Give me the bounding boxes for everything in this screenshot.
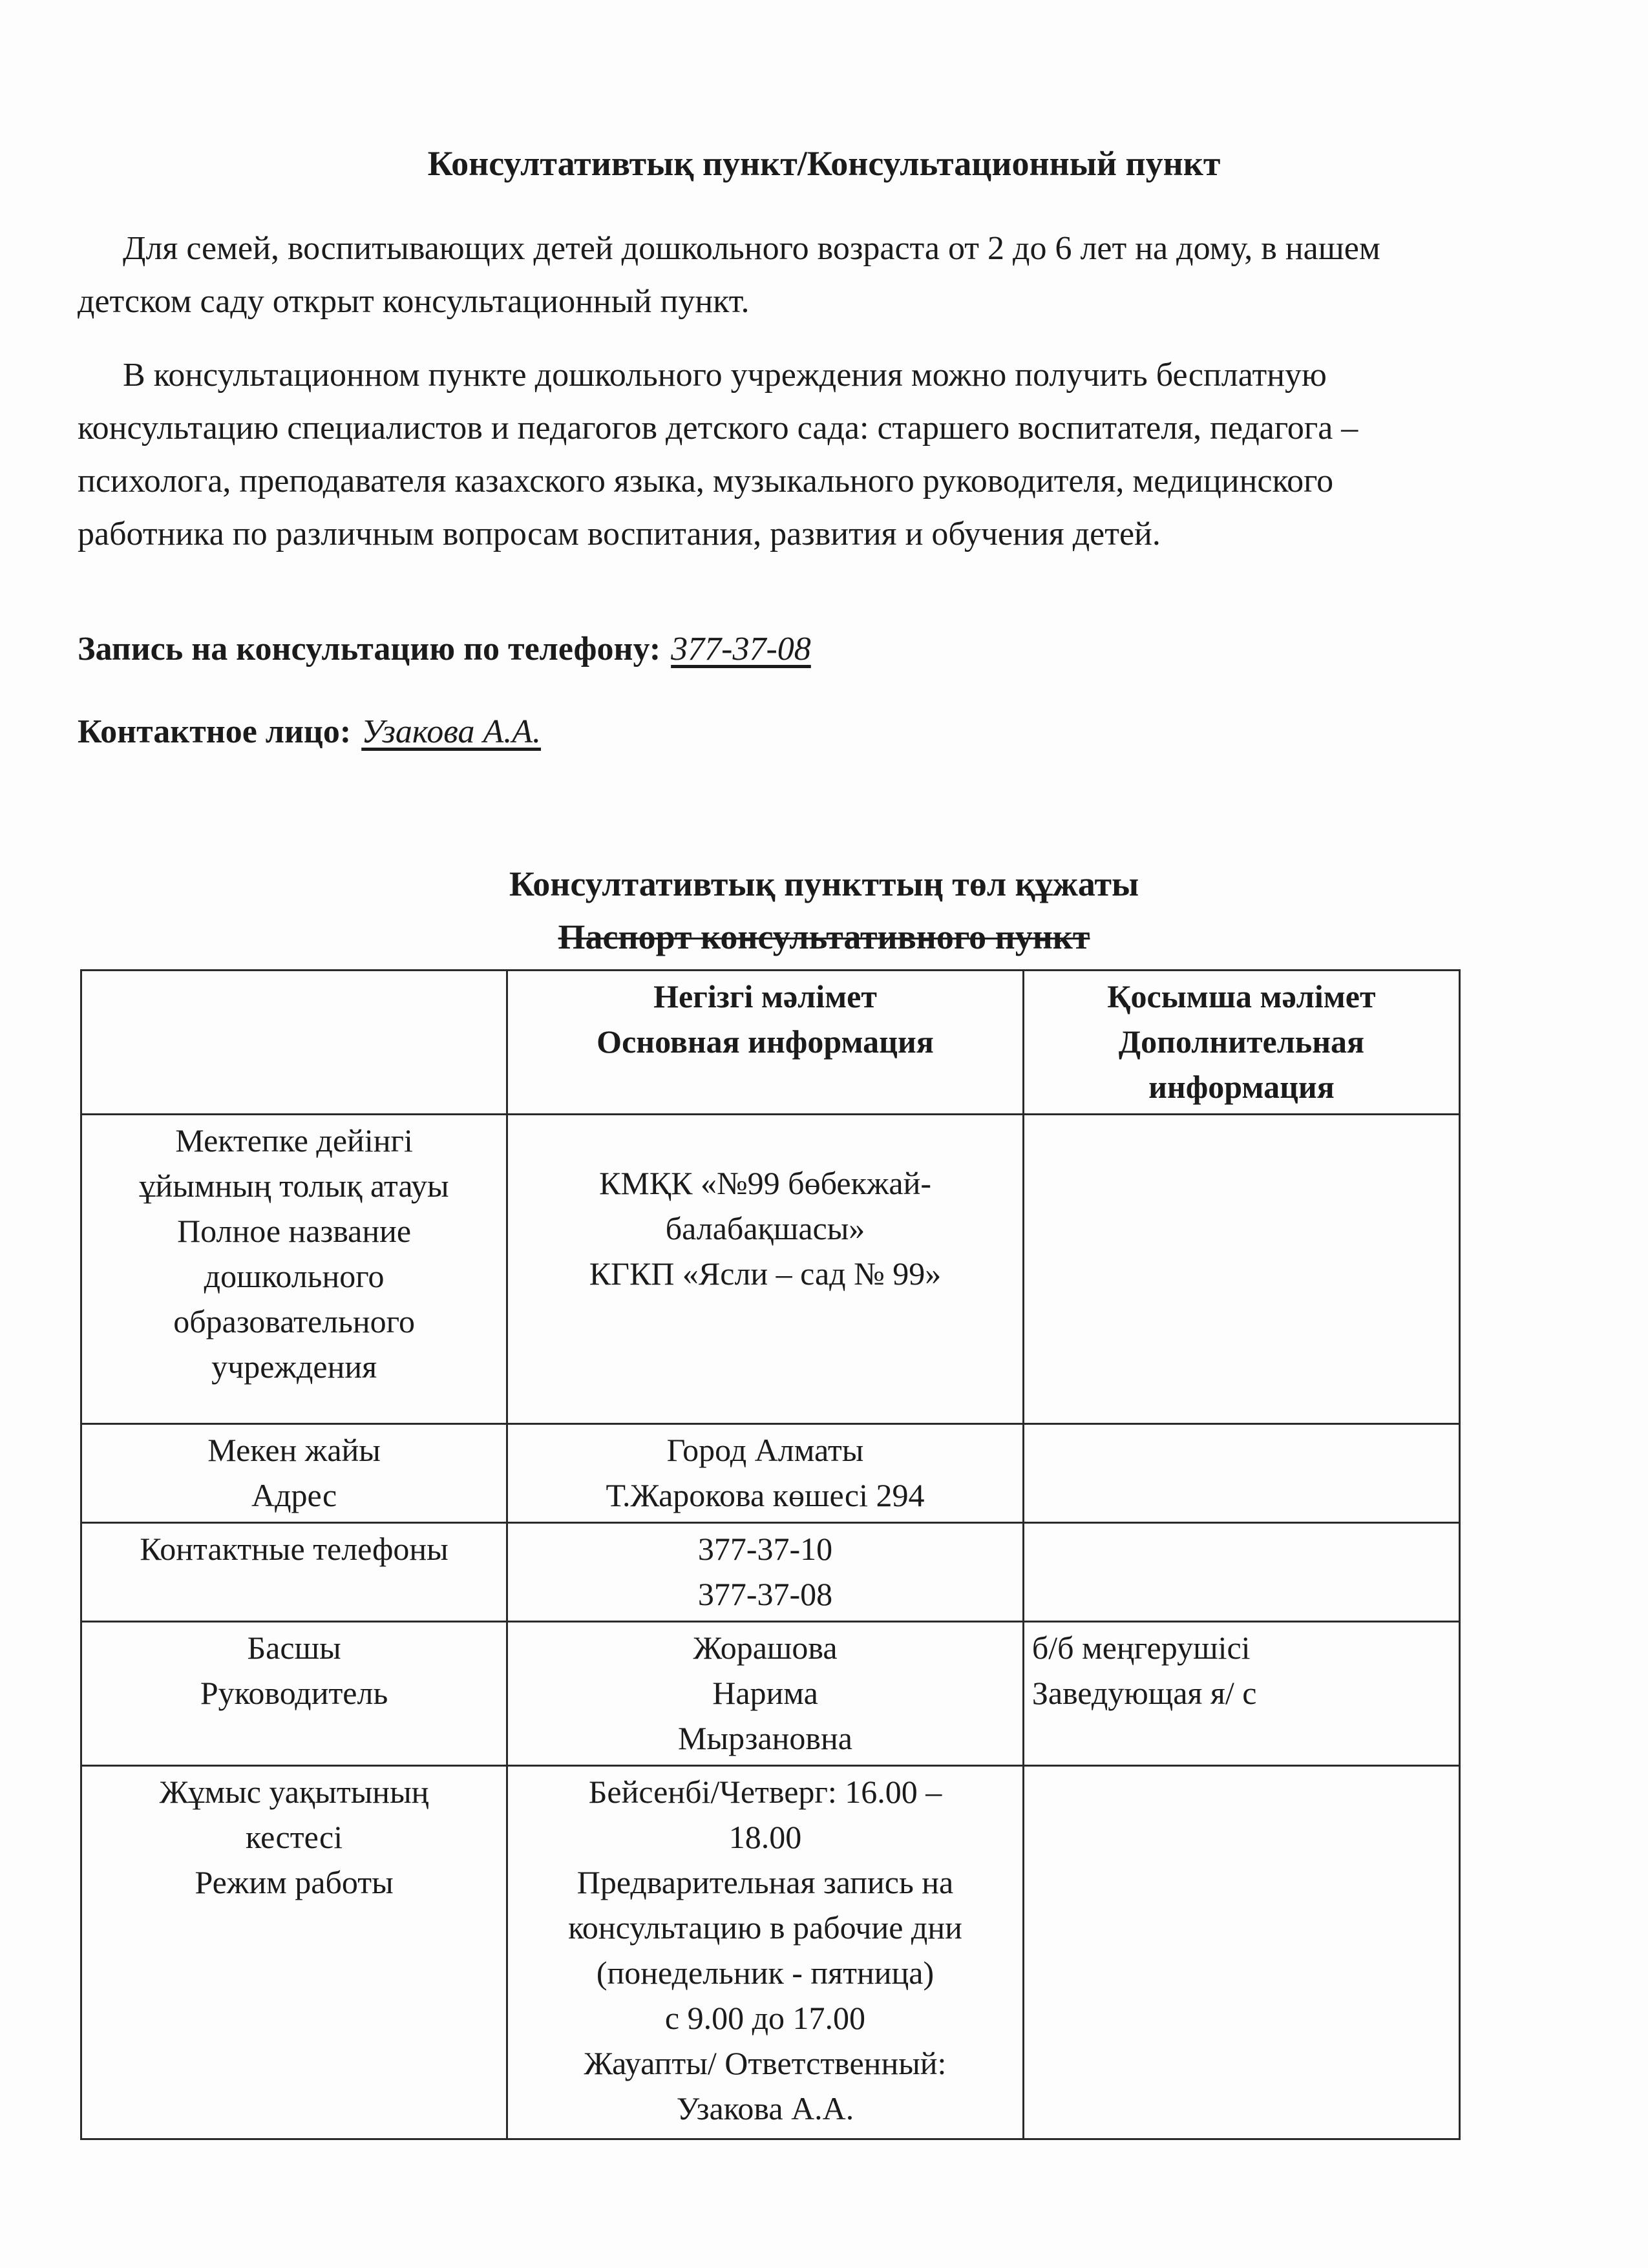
- row-value-hours: Бейсенбі/Четверг: 16.00 – 18.00 Предварительная запись на консультацию в рабочие дни (понедельник - пятница) с 9.00 до 17.00 Жауапты/ Ответственный: Узакова А.А.: [507, 1766, 1024, 2139]
- intro-text: Для семей, воспитывающих детей дошкольного возраста от 2 до 6 лет на дому, в нашем детском саду открыт консультационный пункт.: [78, 230, 1380, 320]
- row-label-name: Мектепке дейінгі ұйымның толық атауы Полное название дошкольного образовательного учреждения: [81, 1115, 507, 1424]
- table-row: [81, 1424, 1460, 1523]
- intro-paragraph: [78, 222, 1474, 328]
- passport-title-ru: Паспорт консультативного пункт: [558, 918, 1090, 956]
- row-extra-address: [1023, 1424, 1459, 1523]
- row-extra-name: [1023, 1115, 1459, 1424]
- table-row: [81, 1766, 1460, 2139]
- row-extra-hours: [1023, 1766, 1459, 2139]
- table-row: [81, 1622, 1460, 1766]
- row-label-phones: Контактные телефоны: [81, 1523, 507, 1622]
- row-label-head: Басшы Руководитель: [81, 1622, 507, 1766]
- header-empty-cell: [81, 971, 507, 1115]
- phone-value: 377-37-08: [671, 631, 811, 667]
- row-label-address: Мекен жайы Адрес: [81, 1424, 507, 1523]
- row-value-name: КМҚК «№99 бөбекжай- балабақшасы» КГКП «Ясли – сад № 99»: [507, 1115, 1024, 1424]
- row-value-address: Город Алматы Т.Жарокова көшесі 294: [507, 1424, 1024, 1523]
- services-paragraph: [78, 349, 1474, 561]
- table-header-row: [81, 971, 1460, 1115]
- contact-label: Контактное лицо:: [78, 713, 352, 750]
- row-extra-phones: [1023, 1523, 1459, 1622]
- passport-title-kz: Консултативтық пункттың төл құжаты: [509, 865, 1139, 903]
- row-value-head: Жорашова Нарима Мырзановна: [507, 1622, 1024, 1766]
- row-label-hours: Жұмыс уақытының кестесі Режим работы: [81, 1766, 507, 2139]
- table-row: [81, 1523, 1460, 1622]
- phone-line: [78, 627, 811, 672]
- header-extra-info: Қосымша мәлімет Дополнительная информация: [1023, 971, 1459, 1115]
- table-row: [81, 1115, 1460, 1424]
- document-title: Консултативтық пункт/Консультационный пункт: [427, 144, 1221, 183]
- row-extra-head: б/б меңгерушісі Заведующая я/ с: [1023, 1622, 1459, 1766]
- passport-table: [80, 969, 1461, 2140]
- contact-value: Узакова А.А.: [361, 713, 541, 750]
- contact-person-line: [78, 709, 541, 755]
- phone-label: Запись на консультацию по телефону:: [78, 631, 661, 667]
- row-value-phones: 377-37-10 377-37-08: [507, 1523, 1024, 1622]
- services-text: В консультационном пункте дошкольного учреждения можно получить бесплатную консультацию специалистов и педагогов детского сада: старшего воспитателя, педагога – психолога, преподавателя казахского языка, музыкального руководителя, медицинского работника по различным вопросам воспитания, развития и обучения детей.: [78, 357, 1358, 552]
- header-main-info: Негізгі мәлімет Основная информация: [507, 971, 1024, 1115]
